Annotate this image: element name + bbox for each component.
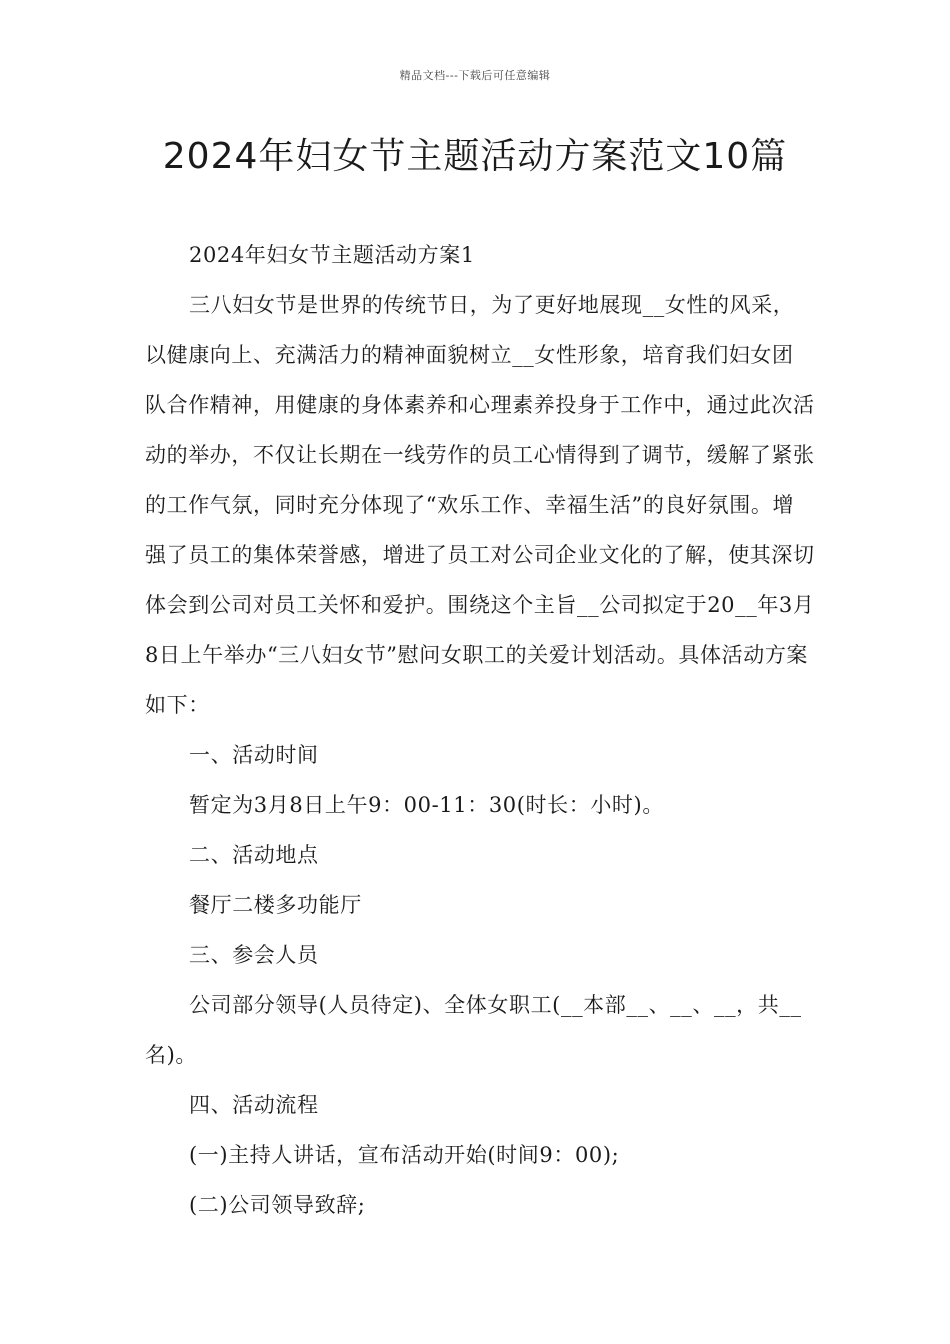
- section-heading: 一、活动时间: [189, 743, 319, 767]
- list-item: (一)主持人讲话，宣布活动开始(时间9：00);: [189, 1143, 620, 1167]
- body-paragraph: 三八妇女节是世界的传统节日，为了更好地展现__女性的风采，以健康向上、充满活力的精神面貌树立__女性形象，培育我们妇女团队合作精神，用健康的身体素养和心理素养投身于工作中，通过此次活动的举办，不仅让长期在一线劳作的员工心情得到了调节，缓解了紧张的工作气氛，同时充分体现了“欢乐工作、幸福生活”的良好氛围。增强了员工的集体荣誉感，增进了员工对公司企业文化的了解，使其深切体会到公司对员工关怀和爱护。围绕这个主旨__公司拟定于20__年3月8日上午举办“三八妇女节”慰问女职工的关爱计划活动。具体活动方案如下：: [145, 293, 815, 717]
- page-header-note: 精品文档---下载后可任意编辑: [399, 69, 551, 82]
- body-paragraph: 餐厅二楼多功能厅: [189, 893, 362, 917]
- list-item: (二)公司领导致辞;: [189, 1193, 366, 1217]
- body-paragraph: 公司部分领导(人员待定)、全体女职工(__本部__、__、__，共__名)。: [145, 993, 802, 1067]
- document-title: 2024年妇女节主题活动方案范文10篇: [162, 136, 788, 177]
- document-body: [145, 230, 815, 1230]
- body-paragraph: 暂定为3月8日上午9：00-11：30(时长：小时)。: [189, 793, 664, 817]
- section-heading: 三、参会人员: [189, 943, 319, 967]
- section-heading: 四、活动流程: [189, 1093, 319, 1117]
- section-heading: 二、活动地点: [189, 843, 319, 867]
- section-heading: 2024年妇女节主题活动方案1: [189, 243, 475, 267]
